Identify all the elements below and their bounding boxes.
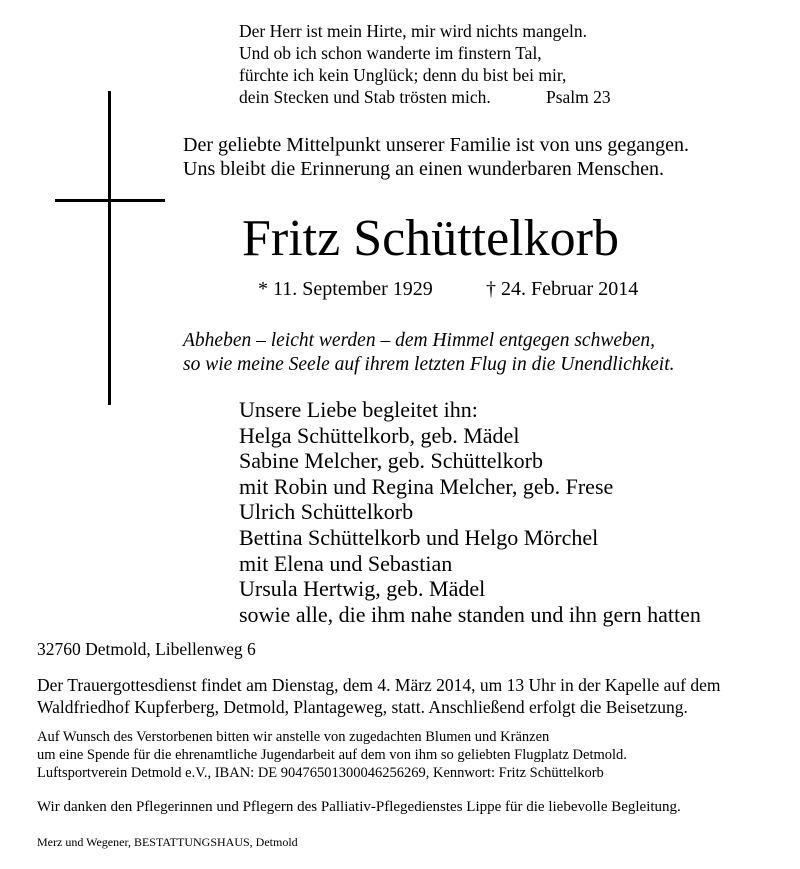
cross-icon-vertical-bar: [108, 91, 111, 405]
psalm-line: Und ob ich schon wanderte im finstern Tal,: [239, 43, 542, 63]
family-line: Helga Schüttelkorb, geb. Mädel: [239, 422, 520, 448]
donation-info: [37, 728, 627, 782]
intro-text: [183, 133, 689, 181]
psalm-line-text: dein Stecken und Stab trösten mich.: [239, 87, 491, 107]
psalm-quote: [239, 20, 611, 108]
quote-line: so wie meine Seele auf ihrem letzten Flug in die Unendlichkeit.: [183, 354, 675, 375]
intro-line: Der geliebte Mittelpunkt unserer Familie ist von uns gegangen.: [183, 134, 689, 156]
memorial-quote: [183, 329, 675, 377]
family-address: 32760 Detmold, Libellenweg 6: [37, 639, 256, 659]
funeral-home: Merz und Wegener, BESTATTUNGSHAUS, Detmold: [37, 835, 298, 849]
thanks-note: Wir danken den Pflegerinnen und Pflegern des Palliativ-Pflegedienstes Lippe für die liebevolle Begleitung.: [37, 799, 681, 815]
psalm-line: fürchte ich kein Unglück; denn du bist bei mir,: [239, 65, 567, 85]
psalm-line: Der Herr ist mein Hirte, mir wird nichts mangeln.: [239, 21, 587, 41]
service-line: Waldfriedhof Kupferberg, Detmold, Plantageweg, statt. Anschließend erfolgt die Beisetzung.: [37, 697, 688, 717]
donation-line: Auf Wunsch des Verstorbenen bitten wir anstelle von zugedachten Blumen und Kränzen: [37, 729, 550, 745]
donation-line: um eine Spende für die ehrenamtliche Jugendarbeit auf dem von ihm so geliebten Flugplatz Detmold.: [37, 747, 627, 763]
cross-icon-horizontal-bar: [55, 199, 165, 202]
service-info: [37, 674, 720, 718]
family-line: Sabine Melcher, geb. Schüttelkorb: [239, 448, 543, 474]
deceased-name: Fritz Schüttelkorb: [242, 210, 619, 267]
family-line: mit Robin und Regina Melcher, geb. Frese: [239, 473, 614, 499]
birth-date: * 11. September 1929: [258, 278, 433, 300]
psalm-line: [239, 86, 611, 108]
family-line: Bettina Schüttelkorb und Helgo Mörchel: [239, 524, 599, 550]
intro-line: Uns bleibt die Erinnerung an einen wunderbaren Menschen.: [183, 158, 664, 180]
family-line: Unsere Liebe begleitet ihn:: [239, 397, 478, 422]
quote-line: Abheben – leicht werden – dem Himmel entgegen schweben,: [183, 330, 656, 351]
family-line: sowie alle, die ihm nahe standen und ihn gern hatten: [239, 601, 701, 627]
psalm-reference: Psalm 23: [546, 87, 611, 107]
death-date: † 24. Februar 2014: [486, 278, 639, 300]
service-line: Der Trauergottesdienst findet am Dienstag, dem 4. März 2014, um 13 Uhr in der Kapelle auf dem: [37, 675, 721, 695]
family-line: Ulrich Schüttelkorb: [239, 499, 414, 525]
family-line: mit Elena und Sebastian: [239, 550, 453, 576]
donation-line: Luftsportverein Detmold e.V., IBAN: DE 90476501300046256269, Kennwort: Fritz Schüttelkorb: [37, 765, 604, 781]
family-list: [239, 397, 701, 627]
family-line: Ursula Hertwig, geb. Mädel: [239, 576, 486, 602]
